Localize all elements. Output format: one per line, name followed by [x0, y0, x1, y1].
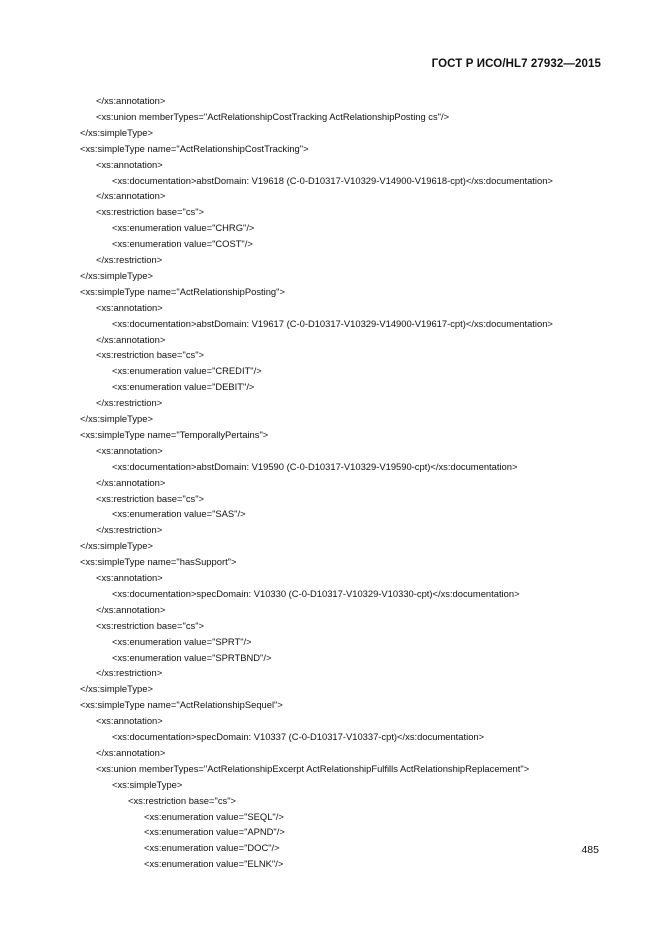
code-line: <xs:documentation>specDomain: V10330 (C-0-D10317-V10329-V10330-cpt)</xs:documentation>	[112, 587, 520, 599]
code-line: <xs:enumeration value="DOC"/>	[144, 842, 280, 854]
code-line: </xs:annotation>	[96, 95, 166, 106]
code-line: </xs:restriction>	[96, 254, 163, 265]
page-number: 485	[581, 844, 599, 856]
code-line: <xs:enumeration value="DEBIT"/>	[112, 381, 255, 393]
code-line: <xs:enumeration value="SAS"/>	[112, 508, 246, 520]
code-line: <xs:restriction base="cs">	[128, 794, 237, 806]
code-line: <xs:simpleType name="ActRelationshipPosting">	[80, 285, 285, 297]
code-line: <xs:enumeration value="COST"/>	[112, 238, 253, 250]
code-line: <xs:documentation>specDomain: V10337 (C-0-D10317-V10337-cpt)</xs:documentation>	[112, 731, 485, 742]
code-line: </xs:simpleType>	[80, 413, 153, 424]
code-line: <xs:documentation>abstDomain: V19618 (C-0-D10317-V10329-V14900-V19618-cpt)</xs:documentation>	[112, 174, 553, 186]
code-line: <xs:restriction base="cs">	[96, 349, 205, 361]
code-line: </xs:annotation>	[96, 190, 166, 202]
code-line: </xs:annotation>	[96, 603, 166, 615]
code-line: <xs:restriction base="cs">	[96, 492, 205, 504]
code-line: <xs:restriction base="cs">	[96, 619, 205, 631]
code-line: </xs:restriction>	[96, 667, 163, 679]
code-line: </xs:simpleType>	[80, 540, 153, 552]
code-line: <xs:annotation>	[96, 715, 163, 727]
code-line: </xs:restriction>	[96, 397, 163, 409]
code-line: </xs:simpleType>	[80, 269, 153, 281]
code-line: <xs:enumeration value="SPRT"/>	[112, 635, 252, 647]
code-line: <xs:union memberTypes="ActRelationshipCostTracking ActRelationshipPosting cs"/>	[96, 110, 450, 122]
code-line: <xs:annotation>	[96, 444, 163, 456]
code-line: <xs:enumeration value="SEQL"/>	[144, 810, 284, 822]
code-line: <xs:enumeration value="SPRTBND"/>	[112, 651, 272, 663]
code-line: <xs:restriction base="cs">	[96, 206, 205, 218]
code-line: <xs:enumeration value="APND"/>	[144, 826, 285, 838]
code-line: <xs:annotation>	[96, 158, 163, 170]
page-header: ГОСТ Р ИСО/HL7 27932—2015	[431, 58, 601, 70]
code-line: </xs:simpleType>	[80, 683, 153, 695]
code-line: </xs:simpleType>	[80, 126, 153, 138]
code-line: <xs:documentation>abstDomain: V19590 (C-0-D10317-V10329-V19590-cpt)</xs:documentation>	[112, 460, 518, 472]
code-line: <xs:enumeration value="ELNK"/>	[144, 858, 284, 870]
code-line: <xs:documentation>abstDomain: V19617 (C-0-D10317-V10329-V14900-V19617-cpt)</xs:documentation>	[112, 317, 553, 329]
code-line: </xs:annotation>	[96, 476, 166, 488]
code-line: <xs:annotation>	[96, 572, 163, 583]
code-line: <xs:simpleType name="ActRelationshipCostTracking">	[80, 142, 309, 154]
code-line: <xs:simpleType name="ActRelationshipSequel">	[80, 699, 283, 711]
code-line: <xs:simpleType>	[112, 778, 183, 790]
code-line: <xs:enumeration value="CHRG"/>	[112, 222, 255, 234]
code-line: <xs:enumeration value="CREDIT"/>	[112, 365, 262, 377]
code-line: </xs:annotation>	[96, 333, 166, 345]
code-line: <xs:simpleType name="hasSupport">	[80, 556, 237, 568]
code-line: <xs:annotation>	[96, 301, 163, 313]
code-line: </xs:restriction>	[96, 524, 163, 536]
code-line: <xs:union memberTypes="ActRelationshipExcerpt ActRelationshipFulfills ActRelationshipReplacement">	[96, 762, 530, 774]
code-line: </xs:annotation>	[96, 746, 166, 758]
code-line: <xs:simpleType name="TemporallyPertains">	[80, 428, 269, 440]
